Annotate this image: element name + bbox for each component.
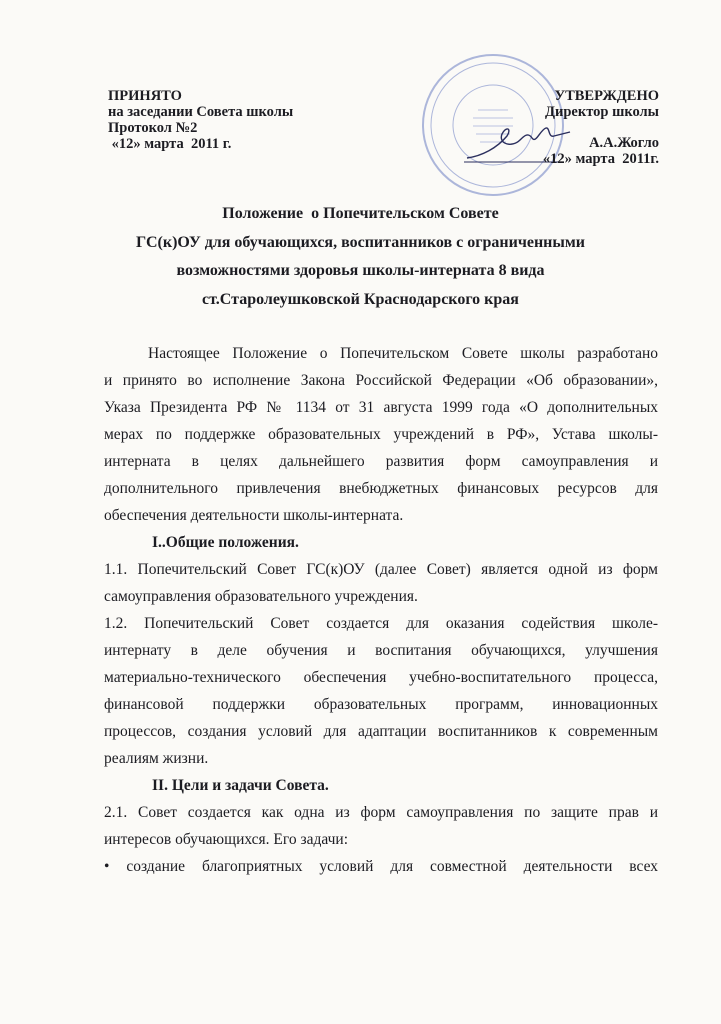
document-title [0, 200, 721, 314]
approved-by: Директор школы [545, 104, 659, 120]
accepted-label: ПРИНЯТО [108, 88, 182, 104]
paragraph-line: финансовой поддержки образовательных программ, инновационных [104, 696, 658, 713]
accepted-block [108, 88, 293, 152]
section-heading-general: I..Общие положения. [152, 534, 299, 551]
intro-line: мерах по поддержке образовательных учреждений в РФ», Устава школы- [104, 426, 658, 443]
approved-label: УТВЕРЖДЕНО [554, 88, 659, 104]
intro-line: дополнительного привлечения внебюджетных финансовых ресурсов для [104, 480, 658, 497]
paragraph-line: 2.1. Совет создается как одна из форм самоуправления по защите прав и [104, 804, 658, 821]
section-heading-goals: II. Цели и задачи Совета. [152, 777, 329, 794]
title-line: ст.Старолеушковской Краснодарского края [202, 290, 519, 308]
paragraph-line: 1.1. Попечительский Совет ГС(к)ОУ (далее Совет) является одной из форм [104, 561, 658, 578]
director-name: А.А.Жогло [589, 135, 659, 151]
intro-line: интерната в целях дальнейшего развития форм самоуправления и [104, 453, 658, 470]
paragraph-line: 1.2. Попечительский Совет создается для оказания содействия школе- [104, 615, 658, 632]
accepted-date: «12» марта 2011 г. [108, 136, 232, 152]
approved-date: «12» марта 2011г. [542, 151, 659, 167]
paragraph-line: интернату в деле обучения и воспитания обучающихся, улучшения [104, 642, 658, 659]
title-line: возможностями здоровья школы-интерната 8 вида [176, 262, 545, 279]
intro-line: обеспечения деятельности школы-интерната. [104, 507, 404, 524]
paragraph-line: материально-технического обеспечения учебно-воспитательного процесса, [104, 669, 658, 686]
intro-line: Указа Президента РФ № 1134 от 31 августа 1999 года «О дополнительных [104, 399, 658, 416]
title-line: Положение о Попечительском Совете [222, 205, 499, 222]
protocol-number: Протокол №2 [108, 120, 198, 136]
paragraph-line: процессов, создания условий для адаптации воспитанников к современным [104, 723, 658, 740]
document-body [104, 340, 658, 880]
intro-line: Настоящее Положение о Попечительском Совете школы разработано [148, 345, 658, 362]
bullet-line: • создание благоприятных условий для совместной деятельности всех [104, 858, 658, 875]
intro-line: и принято во исполнение Закона Российской Федерации «Об образовании», [104, 372, 658, 389]
paragraph-line: интересов обучающихся. Его задачи: [104, 831, 349, 848]
paragraph-line: самоуправления образовательного учреждения. [104, 588, 418, 605]
approved-block [543, 88, 659, 167]
title-line: ГС(к)ОУ для обучающихся, воспитанников с ограниченными [136, 233, 585, 251]
accepted-by: на заседании Совета школы [108, 104, 294, 120]
paragraph-line: реалиям жизни. [104, 750, 209, 767]
